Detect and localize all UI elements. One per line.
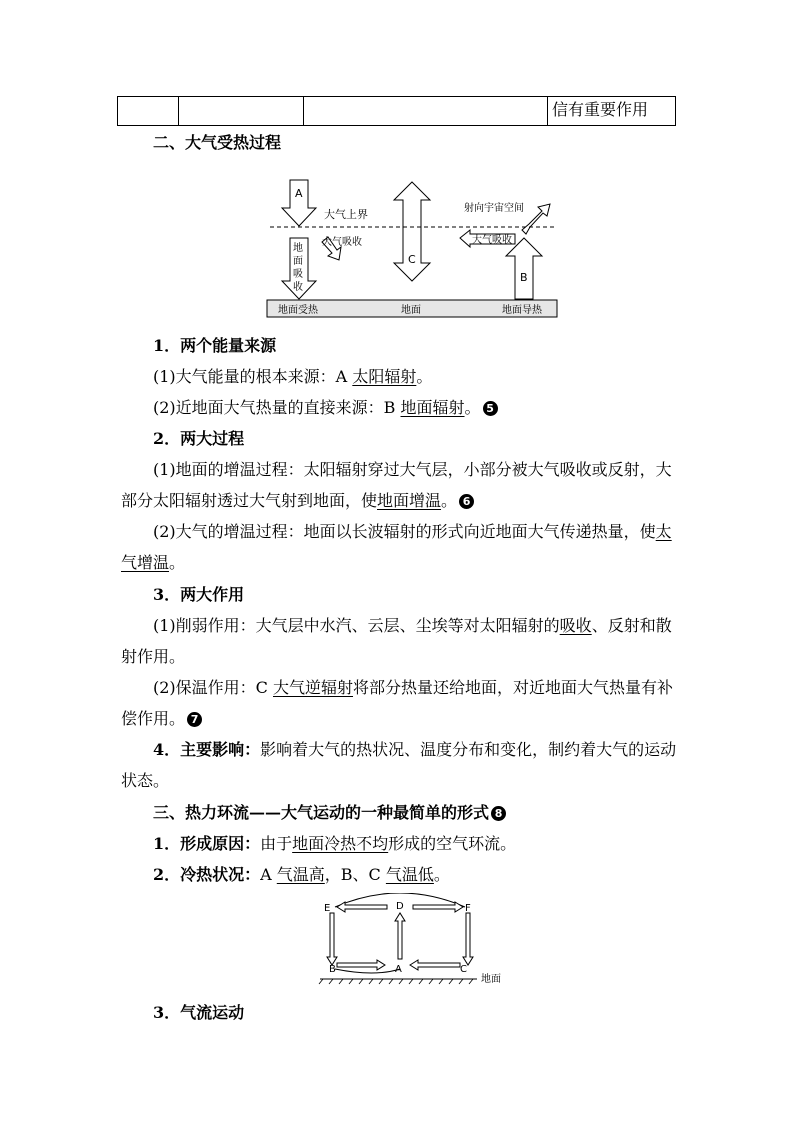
svg-text:地: 地 — [293, 243, 303, 254]
circulation-diagram — [315, 893, 515, 988]
item-title: 2．两大过程 — [153, 429, 245, 448]
arrow-d-to-e — [337, 902, 387, 912]
table-cell: 信有重要作用 — [552, 100, 649, 119]
note-marker: 5 — [483, 401, 498, 416]
label-e: E — [324, 903, 331, 914]
item-title: 3．气流运动 — [153, 1003, 245, 1022]
svg-text:面: 面 — [293, 256, 303, 267]
heating-diagram — [262, 178, 562, 323]
arrow-d-to-f — [413, 902, 463, 912]
section-heading: 二、大气受热过程 — [153, 133, 282, 152]
paragraph: 4．主要影响：影响着大气的热状况、温度分布和变化，制约着大气的运动 — [153, 740, 677, 759]
label-c: C — [408, 253, 416, 266]
arrow-b-to-a — [337, 960, 385, 970]
arrow-f-to-c — [463, 913, 473, 965]
ground-radiation-arrow — [506, 238, 542, 299]
note-marker: 8 — [491, 806, 506, 821]
label-ground: 地面 — [481, 974, 501, 985]
svg-text:收: 收 — [293, 282, 303, 293]
counter-radiation-arrow — [394, 182, 430, 281]
paragraph: 射作用。 — [121, 647, 186, 666]
arrow-a-to-d — [395, 913, 405, 959]
label-absorb: 大气吸收 — [322, 237, 362, 248]
paragraph: (1)削弱作用：大气层中水汽、云层、尘埃等对太阳辐射的吸收、反射和散 — [153, 616, 672, 635]
label-a: A — [395, 964, 402, 975]
paragraph: 状态。 — [121, 771, 170, 790]
label-space: 射向宇宙空间 — [464, 203, 524, 214]
paragraph: (1)地面的增温过程：太阳辐射穿过大气层，小部分被大气吸收或反射，大 — [153, 460, 672, 479]
paragraph: (2)近地面大气热量的直接来源：B 地面辐射。 5 — [153, 395, 498, 418]
paragraph: (2)大气的增温过程：地面以长波辐射的形式向近地面大气传递热量，使太 — [153, 522, 672, 541]
label-top: 大气上界 — [324, 208, 368, 221]
arrow-e-to-b — [327, 913, 337, 965]
note-marker: 6 — [459, 494, 474, 509]
table-cell — [118, 97, 179, 125]
label-c: C — [460, 964, 467, 975]
paragraph: 偿作用。 7 — [121, 706, 202, 729]
table-cell — [179, 97, 304, 125]
arrow-c-to-a — [410, 960, 460, 970]
paragraph: 2．冷热状况：A 气温高，B、C 气温低。 — [153, 865, 450, 884]
paragraph: 1．形成原因：由于地面冷热不均形成的空气环流。 — [153, 834, 517, 853]
table-fragment — [117, 96, 676, 126]
paragraph: (2)保温作用：C 大气逆辐射将部分热量还给地面，对近地面大气热量有补 — [153, 678, 674, 697]
paragraph: 气增温。 — [121, 553, 186, 572]
paragraph: 部分太阳辐射透过大气射到地面，使地面增温。 6 — [121, 488, 474, 511]
svg-text:吸: 吸 — [293, 269, 303, 280]
table-cell — [304, 97, 548, 125]
label-b: B — [520, 271, 528, 284]
section-heading: 三、热力环流——大气运动的一种最简单的形式 8 — [153, 800, 506, 823]
item-title: 3．两大作用 — [153, 585, 245, 604]
label-f: F — [465, 903, 471, 914]
label-a: A — [295, 187, 303, 200]
label-d: D — [396, 901, 404, 912]
label-ground: 地面 — [401, 305, 421, 316]
note-marker: 7 — [187, 712, 202, 727]
label-absorb-2: 大气吸收 — [472, 235, 512, 246]
label-b: B — [329, 964, 336, 975]
item-title: 1．两个能量来源 — [153, 336, 277, 355]
label-ground-heat: 地面受热 — [278, 305, 318, 316]
paragraph: (1)大气能量的根本来源：A 太阳辐射。 — [153, 367, 433, 386]
space-arrow — [522, 204, 550, 234]
label-ground-cond: 地面导热 — [502, 305, 542, 316]
